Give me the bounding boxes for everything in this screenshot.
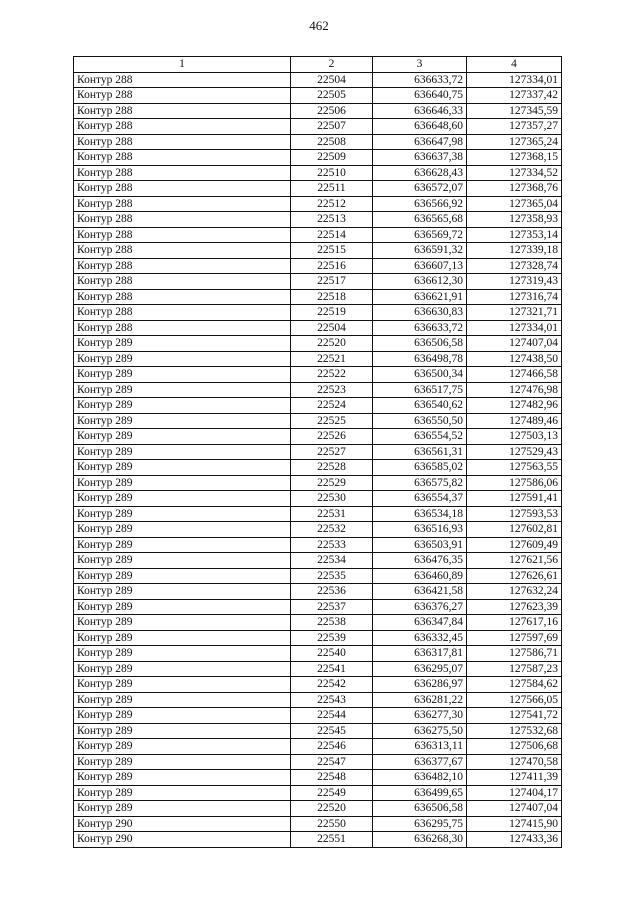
x-coordinate-cell: 636506,58 xyxy=(373,336,467,352)
y-coordinate-cell: 127482,96 xyxy=(467,398,562,414)
table-row xyxy=(74,475,562,491)
point-number-cell: 22535 xyxy=(291,568,373,584)
table-row xyxy=(74,134,562,150)
point-number-cell: 22506 xyxy=(291,103,373,119)
x-coordinate-cell: 636503,91 xyxy=(373,537,467,553)
table-row xyxy=(74,584,562,600)
table-body xyxy=(74,72,562,847)
y-coordinate-cell: 127609,49 xyxy=(467,537,562,553)
contour-name-cell: Контур 289 xyxy=(74,661,291,677)
y-coordinate-cell: 127404,17 xyxy=(467,785,562,801)
table-row xyxy=(74,708,562,724)
point-number-cell: 22539 xyxy=(291,630,373,646)
point-number-cell: 22548 xyxy=(291,770,373,786)
table-row xyxy=(74,413,562,429)
y-coordinate-cell: 127337,42 xyxy=(467,88,562,104)
point-number-cell: 22515 xyxy=(291,243,373,259)
table-row xyxy=(74,816,562,832)
y-coordinate-cell: 127586,71 xyxy=(467,646,562,662)
y-coordinate-cell: 127503,13 xyxy=(467,429,562,445)
y-coordinate-cell: 127529,43 xyxy=(467,444,562,460)
table-row xyxy=(74,119,562,135)
table-row xyxy=(74,568,562,584)
coordinates-table xyxy=(73,56,562,848)
table-row xyxy=(74,258,562,274)
x-coordinate-cell: 636569,72 xyxy=(373,227,467,243)
table-row xyxy=(74,630,562,646)
contour-name-cell: Контур 289 xyxy=(74,506,291,522)
contour-name-cell: Контур 288 xyxy=(74,150,291,166)
y-coordinate-cell: 127316,74 xyxy=(467,289,562,305)
page-number: 462 xyxy=(309,18,329,33)
x-coordinate-cell: 636550,50 xyxy=(373,413,467,429)
contour-name-cell: Контур 289 xyxy=(74,599,291,615)
x-coordinate-cell: 636347,84 xyxy=(373,615,467,631)
contour-name-cell: Контур 289 xyxy=(74,646,291,662)
point-number-cell: 22504 xyxy=(291,72,373,88)
x-coordinate-cell: 636612,30 xyxy=(373,274,467,290)
y-coordinate-cell: 127466,58 xyxy=(467,367,562,383)
x-coordinate-cell: 636476,35 xyxy=(373,553,467,569)
table-row xyxy=(74,506,562,522)
point-number-cell: 22547 xyxy=(291,754,373,770)
y-coordinate-cell: 127321,71 xyxy=(467,305,562,321)
table-row xyxy=(74,615,562,631)
contour-name-cell: Контур 289 xyxy=(74,723,291,739)
x-coordinate-cell: 636554,37 xyxy=(373,491,467,507)
y-coordinate-cell: 127476,98 xyxy=(467,382,562,398)
point-number-cell: 22538 xyxy=(291,615,373,631)
table-row xyxy=(74,522,562,538)
table-row xyxy=(74,739,562,755)
x-coordinate-cell: 636499,65 xyxy=(373,785,467,801)
y-coordinate-cell: 127328,74 xyxy=(467,258,562,274)
contour-name-cell: Контур 289 xyxy=(74,739,291,755)
contour-name-cell: Контур 289 xyxy=(74,584,291,600)
point-number-cell: 22521 xyxy=(291,351,373,367)
contour-name-cell: Контур 288 xyxy=(74,72,291,88)
y-coordinate-cell: 127319,43 xyxy=(467,274,562,290)
x-coordinate-cell: 636565,68 xyxy=(373,212,467,228)
point-number-cell: 22526 xyxy=(291,429,373,445)
x-coordinate-cell: 636566,92 xyxy=(373,196,467,212)
x-coordinate-cell: 636332,45 xyxy=(373,630,467,646)
contour-name-cell: Контур 289 xyxy=(74,630,291,646)
x-coordinate-cell: 636648,60 xyxy=(373,119,467,135)
contour-name-cell: Контур 288 xyxy=(74,274,291,290)
contour-name-cell: Контур 290 xyxy=(74,816,291,832)
point-number-cell: 22527 xyxy=(291,444,373,460)
point-number-cell: 22533 xyxy=(291,537,373,553)
point-number-cell: 22542 xyxy=(291,677,373,693)
y-coordinate-cell: 127563,55 xyxy=(467,460,562,476)
point-number-cell: 22508 xyxy=(291,134,373,150)
table-row xyxy=(74,150,562,166)
point-number-cell: 22529 xyxy=(291,475,373,491)
table-row xyxy=(74,243,562,259)
point-number-cell: 22525 xyxy=(291,413,373,429)
point-number-cell: 22524 xyxy=(291,398,373,414)
x-coordinate-cell: 636561,31 xyxy=(373,444,467,460)
x-coordinate-cell: 636630,83 xyxy=(373,305,467,321)
table-row xyxy=(74,289,562,305)
y-coordinate-cell: 127365,04 xyxy=(467,196,562,212)
x-coordinate-cell: 636277,30 xyxy=(373,708,467,724)
point-number-cell: 22520 xyxy=(291,336,373,352)
contour-name-cell: Контур 289 xyxy=(74,537,291,553)
point-number-cell: 22531 xyxy=(291,506,373,522)
x-coordinate-cell: 636275,50 xyxy=(373,723,467,739)
y-coordinate-cell: 127591,41 xyxy=(467,491,562,507)
y-coordinate-cell: 127334,01 xyxy=(467,320,562,336)
y-coordinate-cell: 127541,72 xyxy=(467,708,562,724)
y-coordinate-cell: 127623,39 xyxy=(467,599,562,615)
table-row xyxy=(74,72,562,88)
x-coordinate-cell: 636295,07 xyxy=(373,661,467,677)
table-row xyxy=(74,320,562,336)
y-coordinate-cell: 127602,81 xyxy=(467,522,562,538)
contour-name-cell: Контур 289 xyxy=(74,692,291,708)
x-coordinate-cell: 636506,58 xyxy=(373,801,467,817)
x-coordinate-cell: 636575,82 xyxy=(373,475,467,491)
point-number-cell: 22537 xyxy=(291,599,373,615)
table-row xyxy=(74,491,562,507)
y-coordinate-cell: 127368,15 xyxy=(467,150,562,166)
contour-name-cell: Контур 289 xyxy=(74,429,291,445)
y-coordinate-cell: 127368,76 xyxy=(467,181,562,197)
point-number-cell: 22514 xyxy=(291,227,373,243)
point-number-cell: 22517 xyxy=(291,274,373,290)
point-number-cell: 22550 xyxy=(291,816,373,832)
point-number-cell: 22530 xyxy=(291,491,373,507)
x-coordinate-cell: 636376,27 xyxy=(373,599,467,615)
x-coordinate-cell: 636295,75 xyxy=(373,816,467,832)
y-coordinate-cell: 127566,05 xyxy=(467,692,562,708)
column-header-1: 1 xyxy=(74,57,291,73)
contour-name-cell: Контур 289 xyxy=(74,413,291,429)
contour-name-cell: Контур 288 xyxy=(74,103,291,119)
table-row xyxy=(74,444,562,460)
point-number-cell: 22545 xyxy=(291,723,373,739)
point-number-cell: 22516 xyxy=(291,258,373,274)
y-coordinate-cell: 127438,50 xyxy=(467,351,562,367)
x-coordinate-cell: 636628,43 xyxy=(373,165,467,181)
y-coordinate-cell: 127365,24 xyxy=(467,134,562,150)
contour-name-cell: Контур 289 xyxy=(74,785,291,801)
contour-name-cell: Контур 288 xyxy=(74,88,291,104)
table-row xyxy=(74,770,562,786)
y-coordinate-cell: 127357,27 xyxy=(467,119,562,135)
column-header-4: 4 xyxy=(467,57,562,73)
point-number-cell: 22549 xyxy=(291,785,373,801)
table-row xyxy=(74,382,562,398)
x-coordinate-cell: 636281,22 xyxy=(373,692,467,708)
y-coordinate-cell: 127339,18 xyxy=(467,243,562,259)
contour-name-cell: Контур 289 xyxy=(74,336,291,352)
y-coordinate-cell: 127407,04 xyxy=(467,801,562,817)
x-coordinate-cell: 636585,02 xyxy=(373,460,467,476)
y-coordinate-cell: 127586,06 xyxy=(467,475,562,491)
table-row xyxy=(74,212,562,228)
table-row xyxy=(74,692,562,708)
y-coordinate-cell: 127433,36 xyxy=(467,832,562,848)
contour-name-cell: Контур 289 xyxy=(74,801,291,817)
x-coordinate-cell: 636637,38 xyxy=(373,150,467,166)
table-row xyxy=(74,754,562,770)
table-row xyxy=(74,599,562,615)
contour-name-cell: Контур 288 xyxy=(74,289,291,305)
point-number-cell: 22532 xyxy=(291,522,373,538)
y-coordinate-cell: 127632,24 xyxy=(467,584,562,600)
contour-name-cell: Контур 288 xyxy=(74,165,291,181)
x-coordinate-cell: 636633,72 xyxy=(373,320,467,336)
table-row xyxy=(74,398,562,414)
y-coordinate-cell: 127353,14 xyxy=(467,227,562,243)
y-coordinate-cell: 127411,39 xyxy=(467,770,562,786)
point-number-cell: 22507 xyxy=(291,119,373,135)
point-number-cell: 22505 xyxy=(291,88,373,104)
contour-name-cell: Контур 289 xyxy=(74,491,291,507)
x-coordinate-cell: 636633,72 xyxy=(373,72,467,88)
contour-name-cell: Контур 289 xyxy=(74,677,291,693)
y-coordinate-cell: 127489,46 xyxy=(467,413,562,429)
table-row xyxy=(74,832,562,848)
contour-name-cell: Контур 289 xyxy=(74,367,291,383)
table-row xyxy=(74,351,562,367)
point-number-cell: 22544 xyxy=(291,708,373,724)
y-coordinate-cell: 127597,69 xyxy=(467,630,562,646)
point-number-cell: 22528 xyxy=(291,460,373,476)
table-row xyxy=(74,227,562,243)
y-coordinate-cell: 127345,59 xyxy=(467,103,562,119)
x-coordinate-cell: 636591,32 xyxy=(373,243,467,259)
point-number-cell: 22518 xyxy=(291,289,373,305)
x-coordinate-cell: 636268,30 xyxy=(373,832,467,848)
contour-name-cell: Контур 288 xyxy=(74,212,291,228)
contour-name-cell: Контур 289 xyxy=(74,754,291,770)
contour-name-cell: Контур 288 xyxy=(74,320,291,336)
x-coordinate-cell: 636621,91 xyxy=(373,289,467,305)
table-row xyxy=(74,88,562,104)
table-row xyxy=(74,336,562,352)
x-coordinate-cell: 636534,18 xyxy=(373,506,467,522)
contour-name-cell: Контур 289 xyxy=(74,522,291,538)
contour-name-cell: Контур 288 xyxy=(74,258,291,274)
contour-name-cell: Контур 288 xyxy=(74,181,291,197)
x-coordinate-cell: 636313,11 xyxy=(373,739,467,755)
point-number-cell: 22519 xyxy=(291,305,373,321)
point-number-cell: 22543 xyxy=(291,692,373,708)
point-number-cell: 22534 xyxy=(291,553,373,569)
y-coordinate-cell: 127587,23 xyxy=(467,661,562,677)
contour-name-cell: Контур 289 xyxy=(74,475,291,491)
contour-name-cell: Контур 289 xyxy=(74,553,291,569)
point-number-cell: 22523 xyxy=(291,382,373,398)
contour-name-cell: Контур 288 xyxy=(74,119,291,135)
y-coordinate-cell: 127334,01 xyxy=(467,72,562,88)
contour-name-cell: Контур 289 xyxy=(74,382,291,398)
point-number-cell: 22509 xyxy=(291,150,373,166)
table-row xyxy=(74,460,562,476)
table-row xyxy=(74,429,562,445)
contour-name-cell: Контур 290 xyxy=(74,832,291,848)
y-coordinate-cell: 127506,68 xyxy=(467,739,562,755)
contour-name-cell: Контур 288 xyxy=(74,227,291,243)
point-number-cell: 22551 xyxy=(291,832,373,848)
table-row xyxy=(74,537,562,553)
contour-name-cell: Контур 288 xyxy=(74,134,291,150)
contour-name-cell: Контур 289 xyxy=(74,615,291,631)
x-coordinate-cell: 636572,07 xyxy=(373,181,467,197)
y-coordinate-cell: 127532,68 xyxy=(467,723,562,739)
table-row xyxy=(74,723,562,739)
contour-name-cell: Контур 289 xyxy=(74,770,291,786)
table-row xyxy=(74,553,562,569)
contour-name-cell: Контур 289 xyxy=(74,568,291,584)
y-coordinate-cell: 127617,16 xyxy=(467,615,562,631)
x-coordinate-cell: 636317,81 xyxy=(373,646,467,662)
x-coordinate-cell: 636498,78 xyxy=(373,351,467,367)
table-header-row xyxy=(74,57,562,73)
x-coordinate-cell: 636540,62 xyxy=(373,398,467,414)
contour-name-cell: Контур 289 xyxy=(74,708,291,724)
x-coordinate-cell: 636517,75 xyxy=(373,382,467,398)
x-coordinate-cell: 636607,13 xyxy=(373,258,467,274)
y-coordinate-cell: 127626,61 xyxy=(467,568,562,584)
point-number-cell: 22546 xyxy=(291,739,373,755)
contour-name-cell: Контур 289 xyxy=(74,351,291,367)
point-number-cell: 22536 xyxy=(291,584,373,600)
x-coordinate-cell: 636460,89 xyxy=(373,568,467,584)
table-row xyxy=(74,103,562,119)
x-coordinate-cell: 636482,10 xyxy=(373,770,467,786)
y-coordinate-cell: 127584,62 xyxy=(467,677,562,693)
y-coordinate-cell: 127470,58 xyxy=(467,754,562,770)
point-number-cell: 22513 xyxy=(291,212,373,228)
table-row xyxy=(74,785,562,801)
table-row xyxy=(74,181,562,197)
y-coordinate-cell: 127415,90 xyxy=(467,816,562,832)
table-row xyxy=(74,661,562,677)
column-header-3: 3 xyxy=(373,57,467,73)
contour-name-cell: Контур 289 xyxy=(74,460,291,476)
contour-name-cell: Контур 289 xyxy=(74,398,291,414)
y-coordinate-cell: 127621,56 xyxy=(467,553,562,569)
x-coordinate-cell: 636640,75 xyxy=(373,88,467,104)
point-number-cell: 22522 xyxy=(291,367,373,383)
x-coordinate-cell: 636421,58 xyxy=(373,584,467,600)
contour-name-cell: Контур 288 xyxy=(74,196,291,212)
x-coordinate-cell: 636646,33 xyxy=(373,103,467,119)
table-row xyxy=(74,274,562,290)
table-row xyxy=(74,305,562,321)
x-coordinate-cell: 636647,98 xyxy=(373,134,467,150)
x-coordinate-cell: 636286,97 xyxy=(373,677,467,693)
point-number-cell: 22520 xyxy=(291,801,373,817)
contour-name-cell: Контур 288 xyxy=(74,305,291,321)
table-row xyxy=(74,801,562,817)
table-row xyxy=(74,646,562,662)
point-number-cell: 22541 xyxy=(291,661,373,677)
table-row xyxy=(74,367,562,383)
point-number-cell: 22511 xyxy=(291,181,373,197)
x-coordinate-cell: 636554,52 xyxy=(373,429,467,445)
column-header-2: 2 xyxy=(291,57,373,73)
x-coordinate-cell: 636377,67 xyxy=(373,754,467,770)
table-row xyxy=(74,165,562,181)
x-coordinate-cell: 636516,93 xyxy=(373,522,467,538)
point-number-cell: 22540 xyxy=(291,646,373,662)
contour-name-cell: Контур 288 xyxy=(74,243,291,259)
point-number-cell: 22510 xyxy=(291,165,373,181)
x-coordinate-cell: 636500,34 xyxy=(373,367,467,383)
y-coordinate-cell: 127358,93 xyxy=(467,212,562,228)
y-coordinate-cell: 127334,52 xyxy=(467,165,562,181)
contour-name-cell: Контур 289 xyxy=(74,444,291,460)
y-coordinate-cell: 127407,04 xyxy=(467,336,562,352)
table-row xyxy=(74,677,562,693)
y-coordinate-cell: 127593,53 xyxy=(467,506,562,522)
table-row xyxy=(74,196,562,212)
point-number-cell: 22504 xyxy=(291,320,373,336)
point-number-cell: 22512 xyxy=(291,196,373,212)
